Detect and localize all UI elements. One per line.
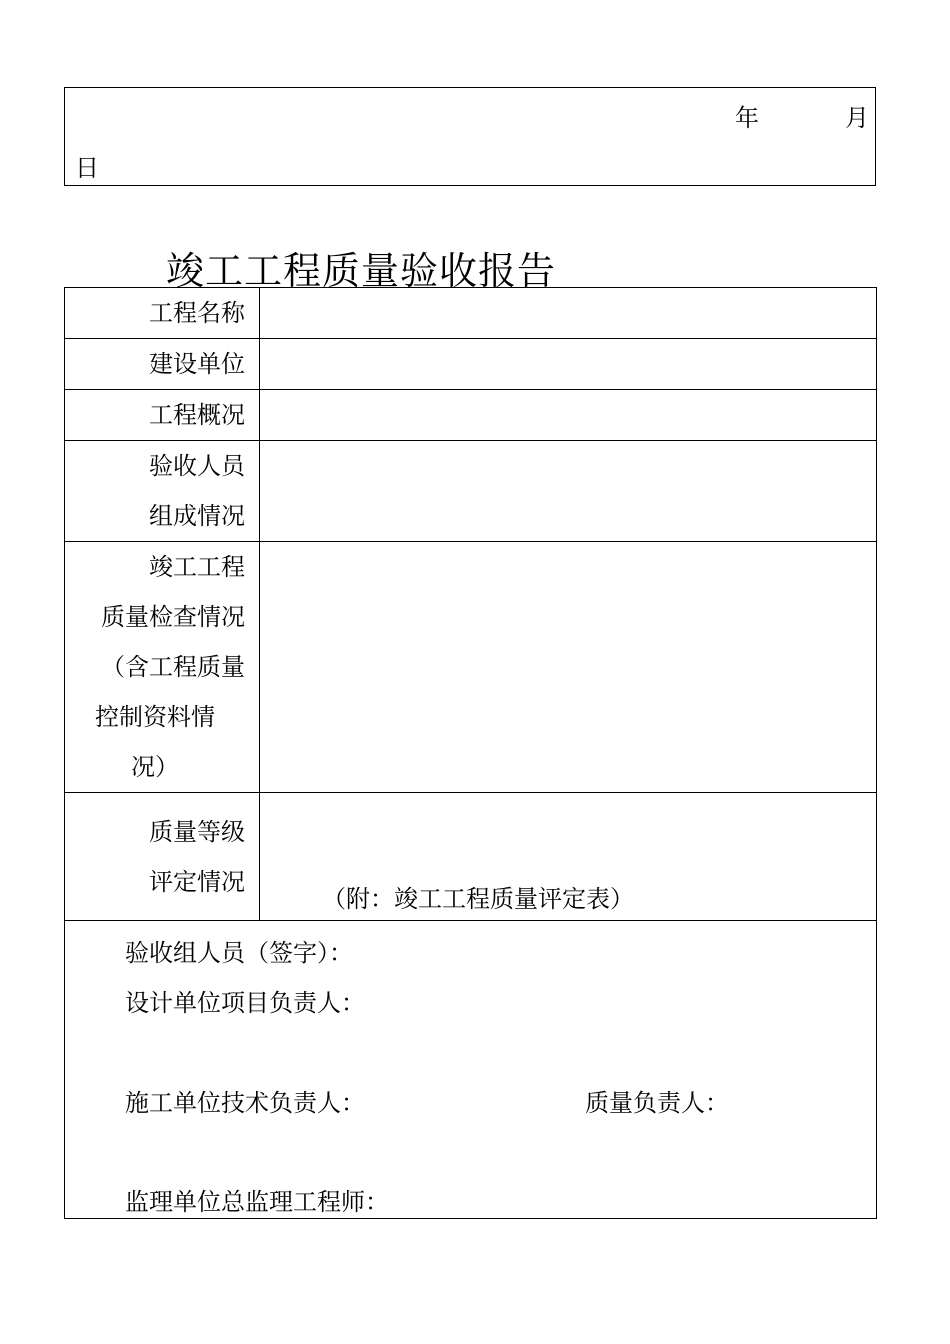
year-label: 年 xyxy=(735,104,759,132)
construction-unit-label: 建设单位 xyxy=(65,339,260,390)
row-quality-check xyxy=(65,542,877,793)
row-project-overview xyxy=(65,390,877,441)
acceptance-form xyxy=(64,287,877,1219)
signatures-cell xyxy=(65,921,877,1219)
row-quality-grade xyxy=(65,793,877,921)
construction-tech-lead-signature-label: 施工单位技术负责人： xyxy=(125,1089,365,1117)
quality-grade-label: 质量等级 评定情况 xyxy=(65,793,260,921)
quality-check-label: 竣工工程 质量检查情况 （含工程质量 控制资料情 况） xyxy=(65,542,260,793)
row-construction-unit xyxy=(65,339,877,390)
day-label: 日 xyxy=(75,154,99,182)
project-name-label: 工程名称 xyxy=(65,288,260,339)
quality-grade-field[interactable] xyxy=(260,793,877,921)
attachment-note: （附：竣工工程质量评定表） xyxy=(322,885,634,913)
row-project-name xyxy=(65,288,877,339)
date-box xyxy=(64,87,876,186)
construction-unit-field[interactable] xyxy=(260,339,877,390)
chief-supervisor-signature-label: 监理单位总监理工程师： xyxy=(125,1188,389,1216)
quality-check-field[interactable] xyxy=(260,542,877,793)
project-overview-field[interactable] xyxy=(260,390,877,441)
month-label: 月 xyxy=(845,104,869,132)
inspectors-field[interactable] xyxy=(260,441,877,542)
group-members-signature-label: 验收组人员（签字）： xyxy=(125,939,353,967)
project-name-field[interactable] xyxy=(260,288,877,339)
report-title: 竣工工程质量验收报告 xyxy=(166,249,557,293)
inspectors-label: 验收人员 组成情况 xyxy=(65,441,260,542)
row-signatures xyxy=(65,921,877,1219)
project-overview-label: 工程概况 xyxy=(65,390,260,441)
design-lead-signature-label: 设计单位项目负责人： xyxy=(125,989,365,1017)
row-inspectors xyxy=(65,441,877,542)
quality-lead-signature-label: 质量负责人： xyxy=(585,1089,729,1117)
